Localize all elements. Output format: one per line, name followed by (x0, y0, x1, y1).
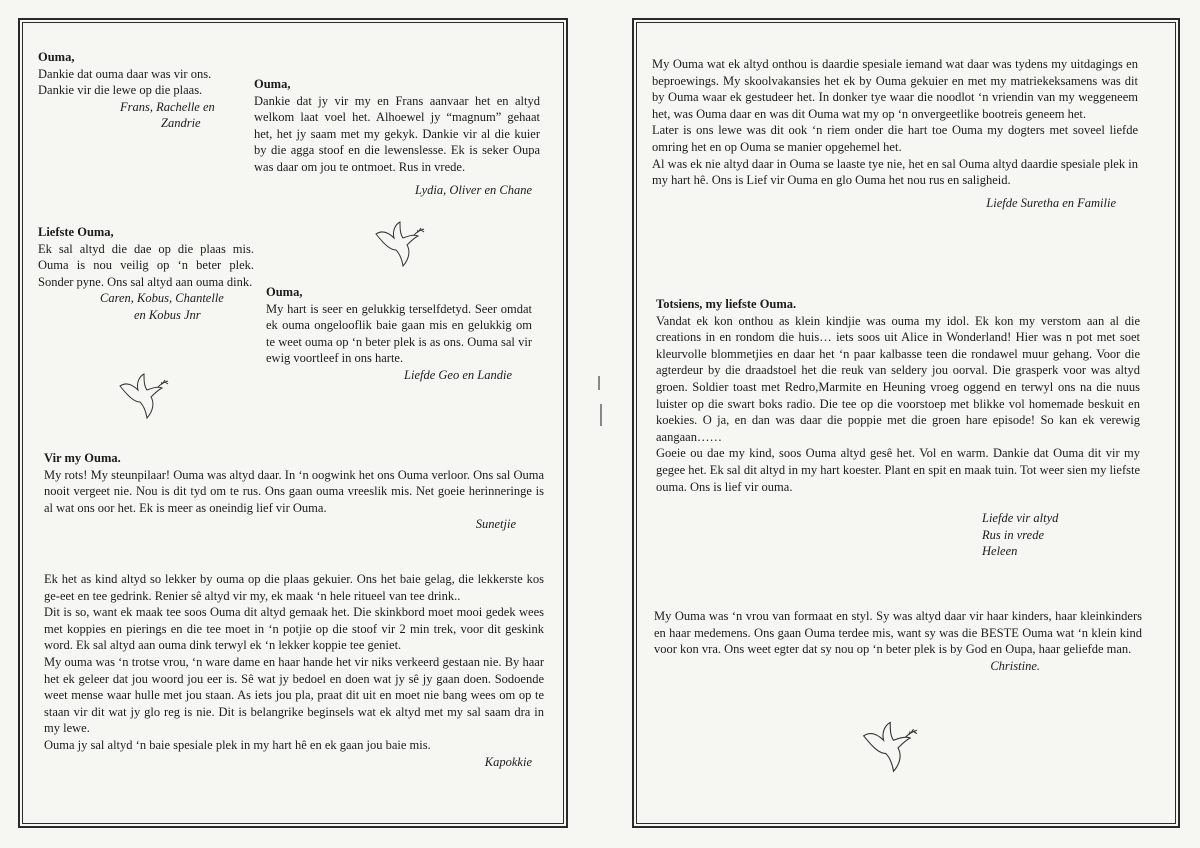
note-heading: Ouma, (38, 50, 75, 64)
note-signature: Lydia, Oliver en Chane (415, 182, 532, 197)
note-heading: Ouma, (266, 285, 303, 299)
note-lydia (254, 76, 540, 198)
signature-line: Heleen (982, 544, 1018, 559)
note-body: My hart is seer en gelukkig terselfdetyd. Seer omdat ek ouma ongelooflik baie gaan mis en gelukkig om te weet ouma op ‘n beter plek is as ons. Ouma sal vir ewig voortleef in ons harte. (266, 301, 532, 366)
note-signature: Caren, Kobus, Chantelle (100, 291, 224, 306)
note-suretha (652, 56, 1138, 211)
fold-mark (598, 376, 600, 390)
note-signature: en Kobus Jnr (134, 307, 201, 322)
note-signature: Frans, Rachelle en (120, 99, 215, 114)
note-heleen (656, 296, 1140, 495)
note-kapokkie (44, 571, 544, 770)
note-line: Dankie vir die lewe op die plaas. (38, 83, 203, 98)
note-body: My Ouma was ‘n vrou van formaat en styl. Sy was altyd daar vir haar kinders, haar kleinkinders en haar medemens. Ons gaan Ouma terdee mis, want sy was die BESTE Ouma wat ‘n klein kind voor kon vra. Ons weet egter dat sy nou op ‘n beter plek is by God en Oupa, haar geliefde man. (654, 609, 1142, 657)
note-signature: Zandrie (161, 116, 201, 131)
note-paragraph: Al was ek nie altyd daar in Ouma se laaste tye nie, het en sal Ouma altyd daardie spesiale plek in my hart hê. Ons is Lief vir Ouma en glo Ouma het nou rus en saligheid. (652, 156, 1138, 188)
signature-heleen (982, 510, 1058, 560)
note-signature: Kapokkie (484, 754, 532, 769)
note-paragraph: Later is ons lewe was dit ook ‘n riem onder die hart toe Ouma my dogters met soveel liefde omring het en op Ouma se manier opgehemel het. (652, 123, 1138, 154)
note-body: My Ouma wat ek altyd onthou is daardie spesiale iemand wat daar was tydens my uitdagings en beproewings. My skoolvakansies het ek by Ouma gekuier en met my matriekeksamens was dit by Ouma waar ek gestudeer het. In donker tye waar die noodlot ‘n vriendin van my weggeneem het, was Ouma daar en was dit Ouma wat my op ‘n onvergeetlike bootreis geneem het. (652, 57, 1138, 121)
note-paragraph: Ek het as kind altyd so lekker by ouma op die plaas gekuier. Ons het baie gelag, die lekkerste kos ge-eet en tee gedrink. Renier sê altyd vir my, ek maak ‘n hele ritueel van tee drink.. (44, 572, 544, 603)
signature-line: Liefde vir altyd (982, 511, 1059, 525)
note-heading: Vir my Ouma. (44, 451, 121, 465)
left-page (18, 18, 568, 828)
signature-line: Rus in vrede (982, 527, 1045, 542)
note-paragraph: Ouma jy sal altyd ‘n baie spesiale plek in my hart hê en ek gaan jou baie mis. (44, 737, 431, 752)
dove-with-olive-branch-icon (857, 720, 919, 776)
note-paragraph: Goeie ou dae my kind, soos Ouma altyd gesê het. Vol en warm. Dankie dat Ouma dit vir my gegee het. Ek sal dit altyd in my hart koester. Plant en spit en maak tuin. Tot weer sien my liefste ouma. Ons is lief vir ouma. (656, 446, 1140, 494)
note-signature: Liefde Suretha en Familie (986, 195, 1116, 210)
note-paragraph: Dit is so, want ek maak tee soos Ouma dit altyd gemaak het. Die skinkbord moet mooi gedek wees met koppies en pierings en die tee moet in ‘n potjie op die stoof vir 2 min trek, voor dit geskink word. Ek sal altyd aan ouma dink terwyl ek ‘n lekker koppie tee geniet. (44, 605, 544, 653)
note-geo (266, 284, 532, 384)
note-paragraph: Vandat ek kon onthou as klein kindjie was ouma my idol. Ek kon my verstom aan al die creations in en rondom die huis… iets soos uit Alice in Wonderland! Hier was n pot met soet kleurvolle blommetjies en daar het ‘n paar kalbasse teen die rondawel muur gehang. Voor die agterdeur by die draadstoel het die reuk van seldery jou oorval. Die grasperk voor was altyd groen. Soldier toast met Redro,Marmite en Heuning vroeg oggend en terwyl ons na die nuus luister op die swart boks radio. Die tee op die voorstoep met blikke vol homemade beskuit en koekies. O ja, en dan was daar die poppie met die groen hare episode! So kan ek verewig aangaan…… (656, 313, 1140, 444)
note-signature: Liefde Geo en Landie (404, 367, 512, 382)
right-page (632, 18, 1180, 828)
note-paragraph: My ouma was ‘n trotse vrou, ‘n ware dame en haar hande het vir niks verkeerd gestaan nie. By haar het ek geleer dat jou woord jou eer is. Sê wat jy bedoel en doen wat jy sê jy gaan doen. Sodoende weet mense waar hulle met jou staan. As iets jou pla, praat dit uit en moet nie bang wees om op te staan vir dit wat jy glo reg is nie. Dit is belangrike beginsels wat ek altyd met my sal saam dra in my lewe. (44, 654, 544, 736)
note-body: My rots! My steunpilaar! Ouma was altyd daar. In ‘n oogwink het ons Ouma verloor. Ons sal Ouma nooit vergeet nie. Nou is dit tyd om te rus. Ons gaan ouma vreeslik mis. Net goeie herinneringe is al wat ons oor het. Ek is meer as oneindig lief vir Ouma. (44, 467, 544, 515)
note-signature: Christine. (990, 658, 1040, 673)
dove-with-olive-branch-icon (370, 220, 426, 270)
note-heading: Ouma, (254, 77, 291, 91)
note-signature: Sunetjie (475, 517, 516, 532)
dove-with-olive-branch-icon (114, 372, 170, 422)
note-body: Dankie dat jy vir my en Frans aanvaar het en altyd welkom laat voel het. Alhoewel jy “magnum” gehaat het, het jy saam met my gekyk. Dankie vir al die kuier by die agga stoof en die lewenslesse. Ek is seker Oupa was daar om jou te ontmoet. Rus in vrede. (254, 93, 540, 174)
note-frans (38, 49, 230, 132)
note-line: Dankie dat ouma daar was vir ons. (38, 66, 212, 81)
note-christine (654, 608, 1142, 674)
note-heading: Totsiens, my liefste Ouma. (656, 297, 797, 311)
note-sunetjie (44, 450, 544, 533)
note-heading: Liefste Ouma, (38, 225, 114, 239)
fold-mark (600, 404, 602, 426)
note-body: Ek sal altyd die dae op die plaas mis. Ouma is nou veilig op ‘n beter plek. Sonder pyne. Ons sal altyd aan ouma dink. (38, 241, 254, 289)
note-caren (38, 224, 254, 324)
